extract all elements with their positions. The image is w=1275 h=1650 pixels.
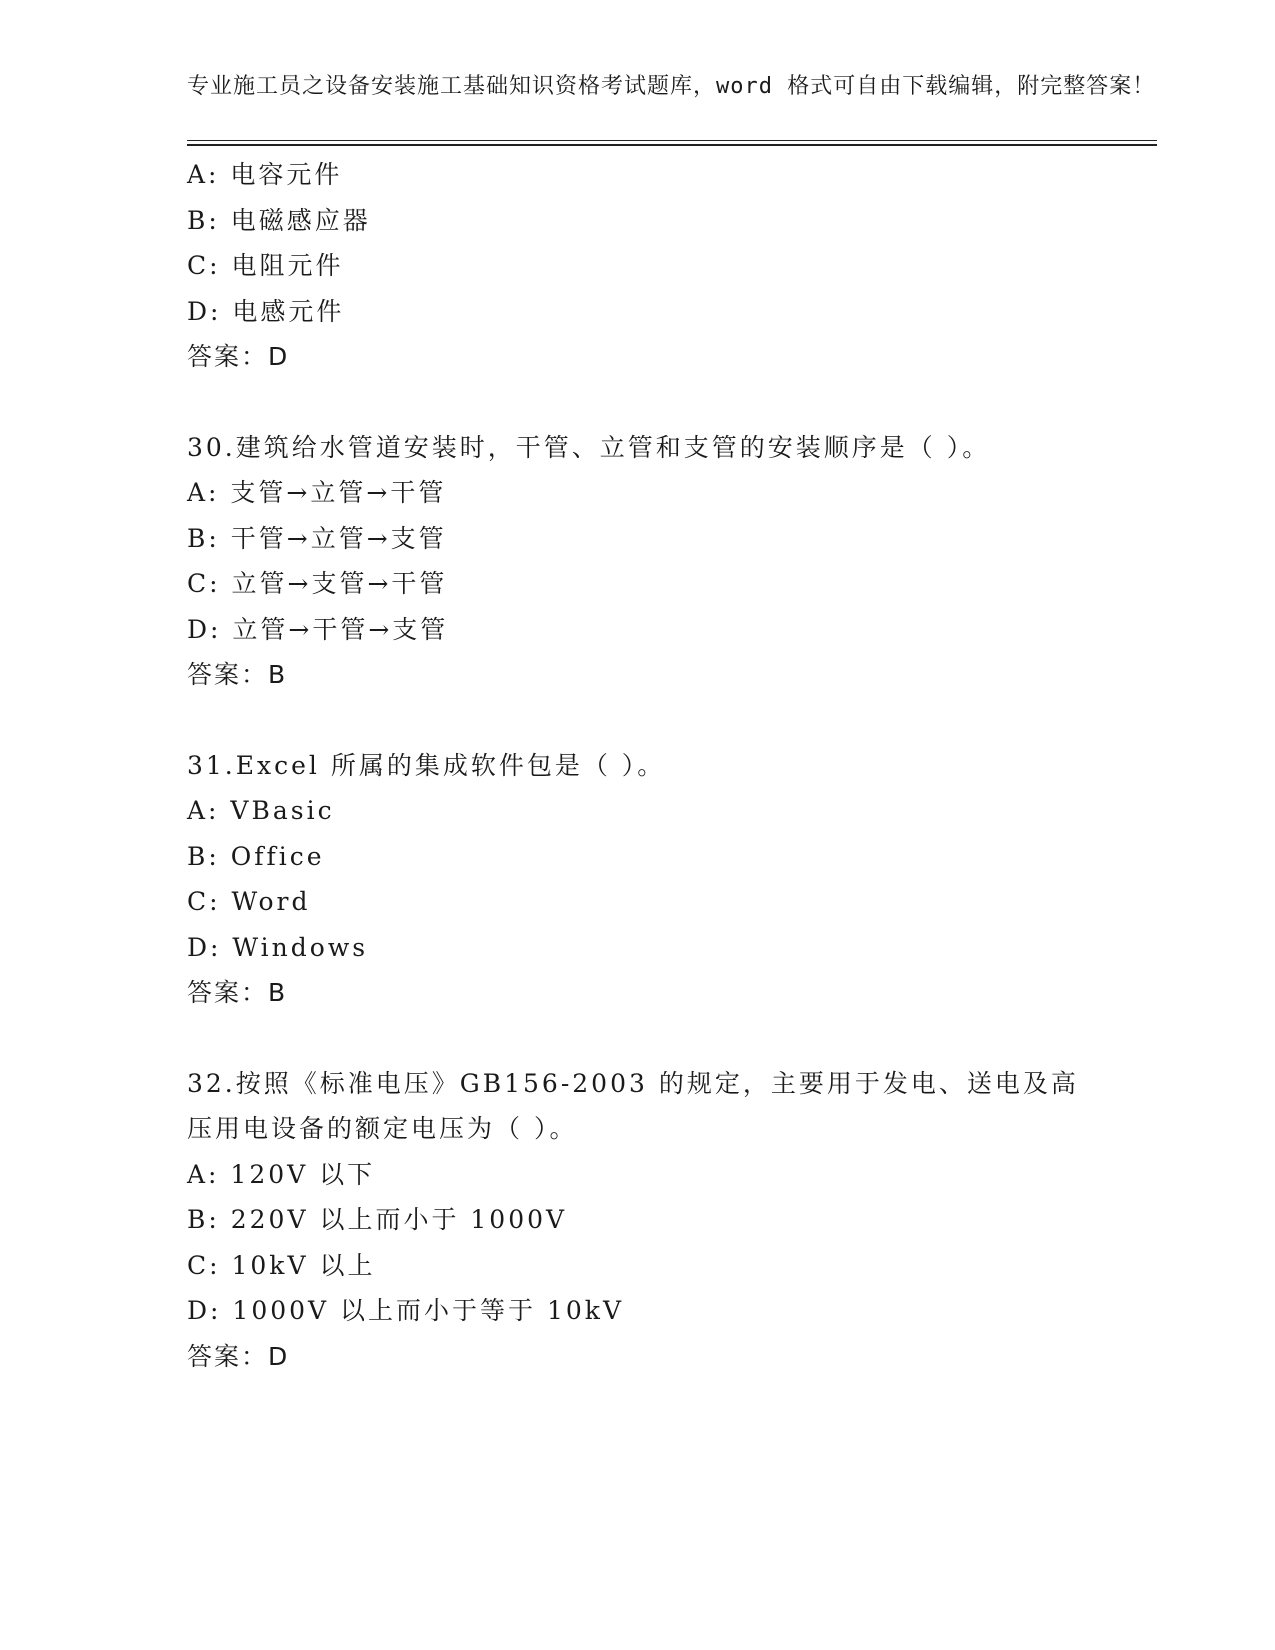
question-title: 30.建筑给水管道安装时，干管、立管和支管的安装顺序是（ ）。: [187, 432, 991, 462]
option-b: B: 电磁感应器: [187, 205, 371, 235]
option-d: D: 立管→干管→支管: [187, 614, 449, 644]
option-a: A: VBasic: [187, 796, 335, 825]
option-d: D: Windows: [187, 932, 369, 962]
option-c: C: Word: [187, 887, 311, 916]
answer: 答案：D: [187, 1341, 290, 1371]
answer: 答案：B: [187, 978, 288, 1007]
option-a: A: 电容元件: [187, 160, 343, 189]
answer: 答案：D: [187, 342, 290, 371]
document-header: 专业施工员之设备安装施工基础知识资格考试题库，word 格式可自由下载编辑，附完整答案！: [187, 74, 1156, 99]
option-b: B: 220V 以上而小于 1000V: [187, 1205, 568, 1234]
question-title: 31.Excel 所属的集成软件包是（ ）。: [187, 750, 666, 780]
header-divider: [187, 140, 1157, 146]
option-a: A: 支管→立管→干管: [187, 478, 447, 507]
option-d: D: 电感元件: [187, 296, 345, 326]
question-32: [187, 1061, 1157, 1380]
option-c: C: 电阻元件: [187, 251, 344, 280]
question-title: 32.按照《标准电压》GB156-2003 的规定，主要用于发电、送电及高压用电设备的额定电压为（ ）。: [187, 1068, 1079, 1143]
answer: 答案：B: [187, 660, 288, 689]
option-d: D: 1000V 以上而小于等于 10kV: [187, 1296, 624, 1325]
question-31: [187, 743, 1157, 1016]
option-b: B: Office: [187, 841, 325, 871]
document-page: [187, 70, 1157, 1379]
option-c: C: 10kV 以上: [187, 1250, 376, 1280]
question-30: [187, 425, 1157, 698]
question-29-continued: [187, 152, 1157, 380]
option-b: B: 干管→立管→支管: [187, 523, 447, 553]
option-c: C: 立管→支管→干管: [187, 569, 448, 598]
option-a: A: 120V 以下: [187, 1159, 376, 1189]
